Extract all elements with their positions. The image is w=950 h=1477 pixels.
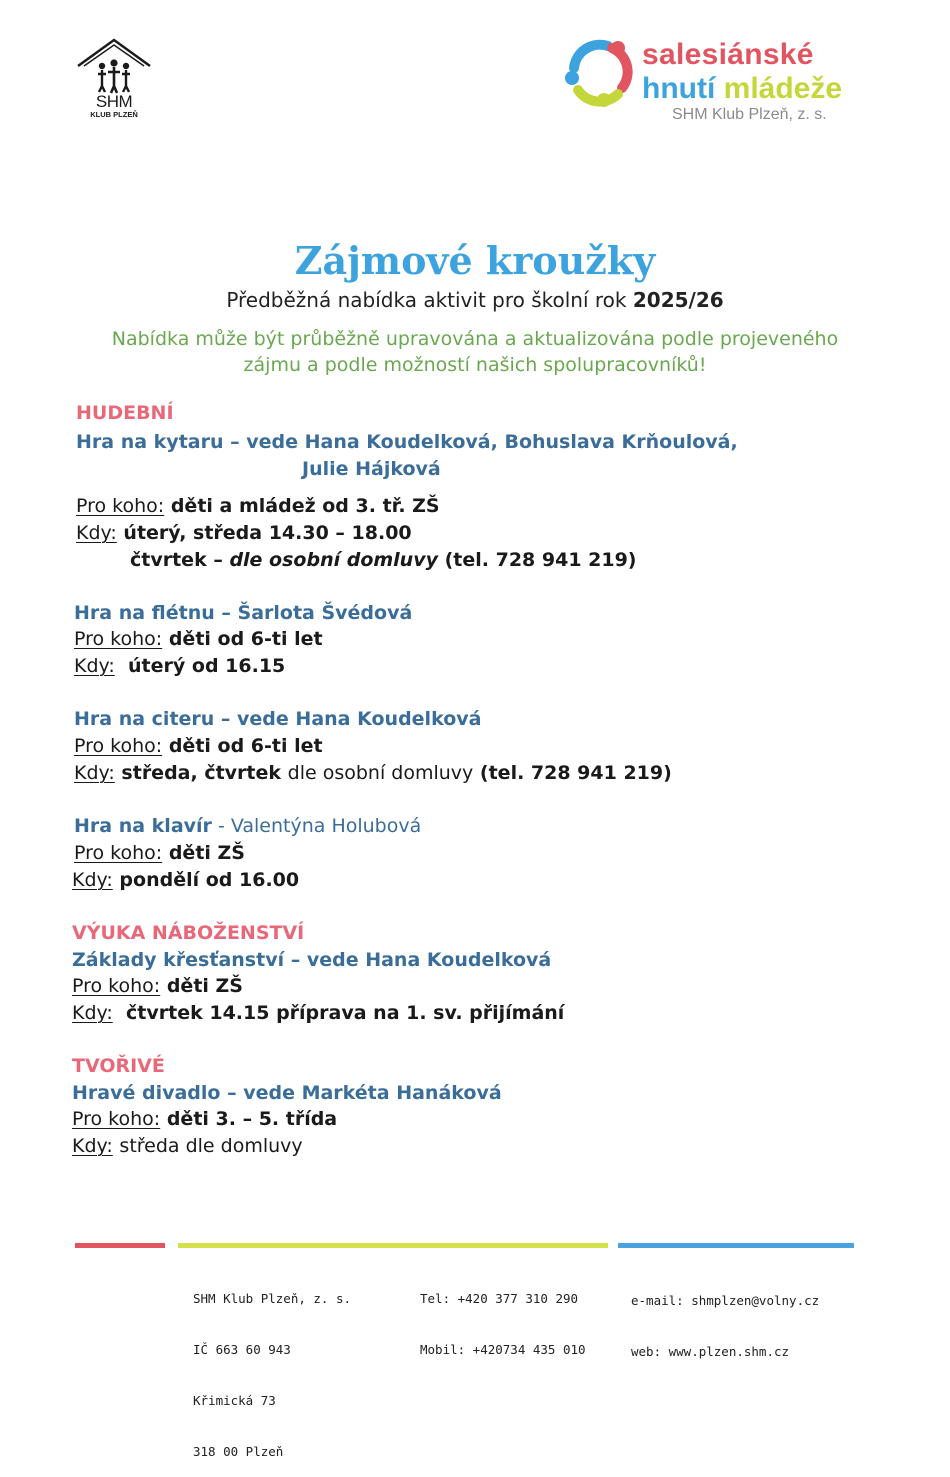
logo-word-mladeze: mládeže — [723, 72, 843, 105]
subtitle-text: Předběžná nabídka aktivit pro školní rok — [226, 288, 627, 312]
footer-bar-red — [75, 1243, 165, 1248]
footer-line: Křimická 73 — [193, 1393, 276, 1408]
schedule-row — [74, 655, 285, 677]
target-group-row — [74, 735, 323, 757]
schedule-row — [74, 762, 672, 784]
school-year: 2025/26 — [632, 288, 724, 312]
label-kdy: Kdy: — [72, 1002, 113, 1024]
shm-klub-logo — [74, 36, 154, 128]
schedule: úterý od 16.15 — [128, 655, 286, 677]
activity-name: Hra na klavír — [74, 815, 212, 837]
target-group-row — [76, 495, 440, 517]
section-heading-hudebni: HUDEBNÍ — [76, 402, 174, 424]
target-group: děti ZŠ — [168, 842, 245, 864]
schedule-row — [72, 1135, 303, 1157]
shm-logo-subtext: KLUB PLZEŇ — [90, 110, 138, 119]
house-family-icon — [74, 36, 154, 96]
target-group-row — [72, 1108, 337, 1130]
shm-logo-text: SHM — [95, 92, 133, 111]
label-kdy: Kdy: — [72, 869, 113, 891]
colored-ring-icon — [560, 38, 638, 116]
schedule-note: dle osobní domluvy — [287, 762, 474, 784]
label-pro-koho: Pro koho: — [76, 495, 165, 517]
target-group: děti a mládež od 3. tř. ZŠ — [170, 495, 440, 517]
label-kdy: Kdy: — [74, 762, 115, 784]
footer-bar-blue — [618, 1243, 854, 1248]
footer-line: Tel: +420 377 310 290 — [420, 1291, 579, 1306]
schedule-phone: (tel. 728 941 219) — [473, 762, 672, 784]
footer-email: e-mail: shmplzen@volny.cz — [631, 1293, 820, 1308]
footer-web: web: www.plzen.shm.cz — [631, 1344, 790, 1359]
footer-address — [193, 1256, 351, 1477]
schedule: pondělí od 16.00 — [119, 869, 300, 891]
activity-title-cont: Julie Hájková — [302, 458, 441, 480]
schedule: středa dle domluvy — [119, 1135, 303, 1157]
activity-title: Hra na flétnu – Šarlota Švédová — [74, 602, 413, 624]
notice-line: Nabídka může být průběžně upravována a aktualizována podle projeveného — [111, 328, 839, 350]
page-title: Zájmové kroužky — [294, 238, 656, 283]
schedule-row — [72, 869, 299, 891]
notice — [60, 326, 890, 378]
schedule-day: čtvrtek – — [130, 549, 230, 571]
target-group-row — [74, 842, 245, 864]
activity-title: Hravé divadlo – vede Markéta Hanáková — [72, 1082, 502, 1104]
footer-contact — [631, 1258, 819, 1377]
target-group: děti 3. – 5. třída — [166, 1108, 338, 1130]
section-heading-tvorive: TVOŘIVÉ — [72, 1055, 165, 1077]
logo-line-hnuti-mladeze — [642, 72, 842, 106]
footer-bar-green — [178, 1243, 608, 1248]
logo-line-salesianske: salesiánské — [642, 38, 814, 71]
target-group: děti od 6-ti let — [168, 628, 323, 650]
label-pro-koho: Pro koho: — [74, 842, 163, 864]
salesianske-hnuti-logo — [560, 36, 880, 136]
target-group-row — [74, 628, 323, 650]
schedule-row — [76, 522, 412, 544]
section-heading-nabozenstvi: VÝUKA NÁBOŽENSTVÍ — [72, 922, 305, 944]
label-pro-koho: Pro koho: — [74, 628, 163, 650]
label-pro-koho: Pro koho: — [72, 1108, 161, 1130]
schedule: úterý, středa 14.30 – 18.00 — [123, 522, 412, 544]
footer-phones — [420, 1256, 586, 1375]
label-kdy: Kdy: — [74, 655, 115, 677]
activity-teacher: - Valentýna Holubová — [211, 815, 422, 837]
footer-line: 318 00 Plzeň — [193, 1444, 284, 1459]
activity-title — [74, 815, 421, 837]
footer-line: IČ 663 60 943 — [193, 1342, 291, 1357]
logo-org-name: SHM Klub Plzeň, z. s. — [672, 106, 827, 123]
logo-word-hnuti: hnutí — [642, 72, 716, 105]
footer-line: Mobil: +420734 435 010 — [420, 1342, 586, 1357]
label-pro-koho: Pro koho: — [74, 735, 163, 757]
schedule-note: dle osobní domluvy — [229, 549, 438, 571]
page-subtitle — [0, 288, 950, 312]
target-group: děti ZŠ — [166, 975, 243, 997]
schedule-phone: (tel. 728 941 219) — [437, 549, 637, 571]
activity-title: Základy křesťanství – vede Hana Koudelková — [72, 949, 552, 971]
target-group: děti od 6-ti let — [168, 735, 323, 757]
target-group-row — [72, 975, 243, 997]
label-kdy: Kdy: — [76, 522, 117, 544]
notice-line: zájmu a podle možností našich spolupracovníků! — [243, 354, 707, 376]
schedule: čtvrtek 14.15 příprava na 1. sv. přijímání — [126, 1002, 565, 1024]
activity-title: Hra na kytaru – vede Hana Koudelková, Bohuslava Krňoulová, — [76, 431, 738, 453]
schedule-days: středa, čtvrtek — [121, 762, 288, 784]
schedule-row-2 — [130, 549, 637, 571]
schedule-row — [72, 1002, 564, 1024]
label-kdy: Kdy: — [72, 1135, 113, 1157]
label-pro-koho: Pro koho: — [72, 975, 161, 997]
activity-title: Hra na citeru – vede Hana Koudelková — [74, 708, 482, 730]
footer-line: SHM Klub Plzeň, z. s. — [193, 1291, 352, 1306]
